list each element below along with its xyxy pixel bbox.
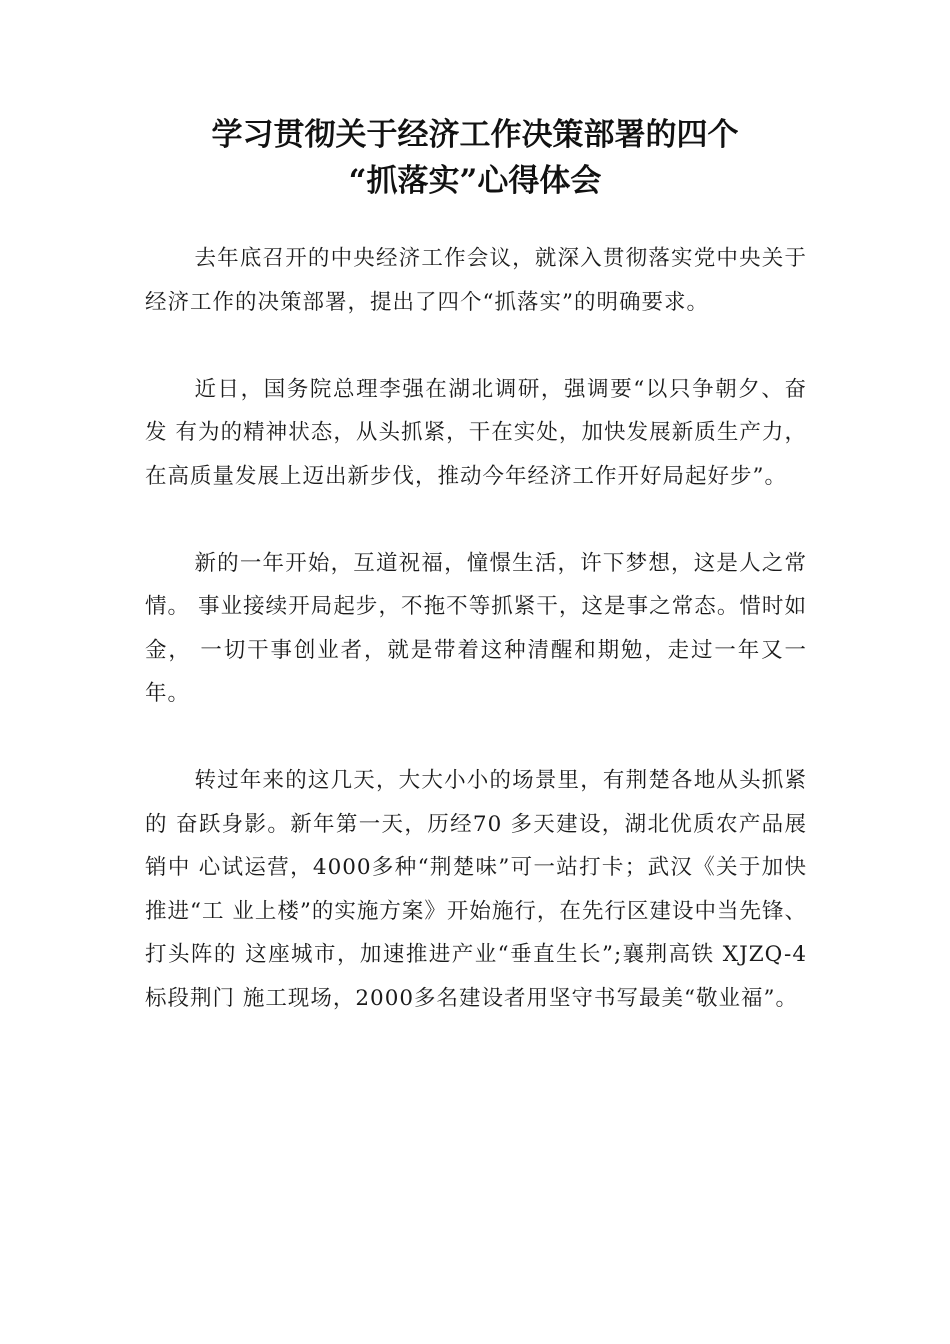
- paragraph-1: 去年底召开的中央经济工作会议，就深入贯彻落实党中央关于经济工作的决策部署，提出了四个“抓落实”的明确要求。: [145, 246, 807, 315]
- title-line-1: 学习贯彻关于经济工作决策部署的四个: [211, 117, 739, 153]
- paragraph-2: 近日，国务院总理李强在湖北调研，强调要“以只争朝夕、奋发 有为的精神状态，从头抓紧，干在实处，加快发展新质生产力，在高质量发展上迈出新步伐，推动今年经济工作开好局起好步”。: [145, 376, 807, 489]
- paragraph-3: 新的一年开始，互道祝福，憧憬生活，许下梦想，这是人之常情。 事业接续开局起步，不拖不等抓紧干，这是事之常态。惜时如金， 一切干事创业者，就是带着这种清醒和期勉，走过一年又一年。: [145, 550, 807, 706]
- paragraph-4: 转过年来的这几天，大大小小的场景里，有荆楚各地从头抓紧的 奋跃身影。新年第一天，历经70 多天建设，湖北优质农产品展销中 心试运营，4000多种“荆楚味”可一站打卡；武汉《关于加快推进“工 业上楼”的实施方案》开始施行，在先行区建设中当先锋、打头阵的 这座城市，加速推进产业“垂直生长”;襄荆高铁 XJZQ-4 标段荆门 施工现场，2000多名建设者用坚守书写最美“敬业福”。: [145, 768, 807, 1011]
- page-title: [120, 112, 830, 204]
- document-body: [145, 237, 807, 1064]
- title-line-2: “抓落实”心得体会: [348, 163, 602, 199]
